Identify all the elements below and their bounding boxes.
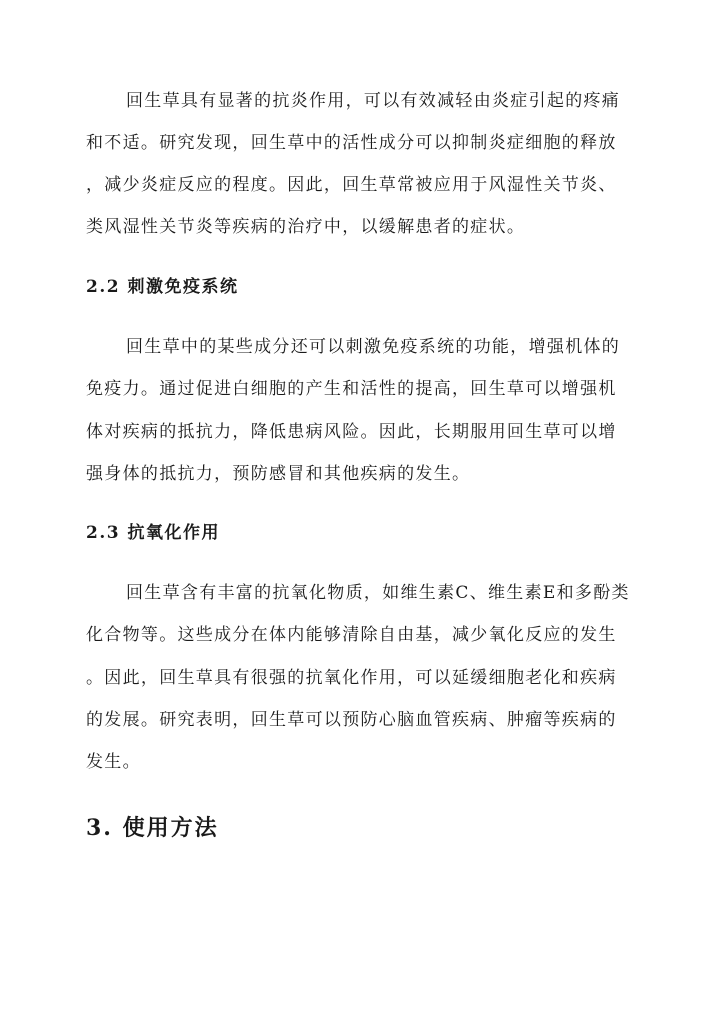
paragraph-line: 的发展。研究表明，回生草可以预防心脑血管疾病、肿瘤等疾病的 — [86, 710, 617, 730]
paragraph-line: 和不适。研究发现，回生草中的活性成分可以抑制炎症细胞的释放 — [86, 133, 617, 153]
paragraph-line: 化合物等。这些成分在体内能够清除自由基，减少氧化反应的发生 — [86, 625, 617, 645]
chapter-heading-3: 3. 使用方法 — [86, 815, 219, 841]
paragraph-line: 。因此，回生草具有很强的抗氧化作用，可以延缓细胞老化和疾病 — [86, 668, 617, 688]
paragraph-line: 类风湿性关节炎等疾病的治疗中，以缓解患者的症状。 — [86, 217, 526, 237]
paragraph-line: 发生。 — [86, 752, 141, 772]
section-heading-2-3: 2.3 抗氧化作用 — [86, 523, 220, 543]
paragraph-line: ，减少炎症反应的程度。因此，回生草常被应用于风湿性关节炎、 — [86, 175, 617, 195]
paragraph-line: 体对疾病的抵抗力，降低患病风险。因此，长期服用回生草可以增 — [86, 422, 617, 442]
paragraph-line: 回生草具有显著的抗炎作用，可以有效减轻由炎症引起的疼痛 — [126, 91, 621, 111]
paragraph-line: 强身体的抵抗力，预防感冒和其他疾病的发生。 — [86, 464, 471, 484]
section-heading-2-2: 2.2 刺激免疫系统 — [86, 277, 239, 297]
paragraph-line: 回生草含有丰富的抗氧化物质，如维生素C、维生素E和多酚类 — [126, 583, 630, 603]
paragraph-line: 回生草中的某些成分还可以刺激免疫系统的功能，增强机体的 — [126, 337, 621, 357]
paragraph-line: 免疫力。通过促进白细胞的产生和活性的提高，回生草可以增强机 — [86, 379, 617, 399]
